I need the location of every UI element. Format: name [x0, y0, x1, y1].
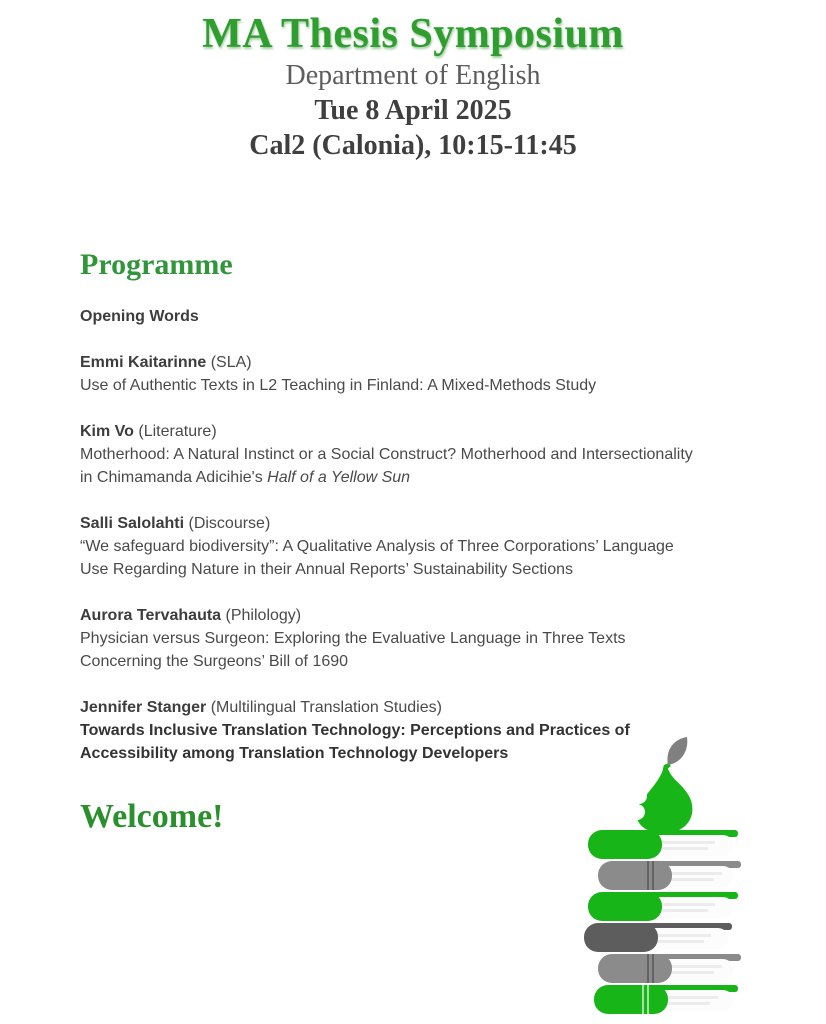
department-line: Department of English [285, 60, 541, 91]
session-item [80, 420, 702, 489]
speaker-line [80, 420, 702, 443]
date-line: Tue 8 April 2025 [314, 95, 512, 126]
welcome-heading: Welcome! [80, 798, 224, 835]
speaker-track: (SLA) [210, 354, 252, 371]
speaker-line [80, 604, 702, 627]
pear-bite [631, 788, 647, 804]
thesis-title [80, 443, 702, 489]
speaker-line [80, 512, 702, 535]
speaker-line [80, 696, 702, 719]
speaker-track: (Philology) [225, 607, 302, 624]
speaker-name: Jennifer Stanger [80, 699, 207, 716]
speaker-name: Emmi Kaitarinne [80, 354, 207, 371]
speaker-name: Aurora Tervahauta [80, 607, 222, 624]
book [588, 892, 738, 921]
book [598, 954, 741, 983]
thesis-title-text: “We safeguard biodiversity”: A Qualitative Analysis of Three Corporations’ Language Use Regarding Nature in their Annual Reports’ Sustainability Sections [80, 538, 674, 578]
thesis-title-text: Use of Authentic Texts in L2 Teaching in Finland: A Mixed-Methods Study [80, 377, 597, 394]
pear-bite [629, 804, 645, 820]
page-title: MA Thesis Symposium [202, 11, 624, 57]
thesis-title [80, 374, 702, 397]
book [594, 985, 738, 1014]
thesis-title [80, 627, 702, 673]
speaker-track: (Literature) [138, 423, 217, 440]
book [598, 861, 741, 890]
leaf-icon [667, 737, 687, 765]
session-item [80, 512, 702, 581]
thesis-title-text: Motherhood: A Natural Instinct or a Social Construct? Motherhood and Intersectionality in Chimamanda Adicihie's [80, 446, 693, 486]
speaker-name: Kim Vo [80, 423, 134, 440]
book [584, 923, 732, 952]
programme-heading: Programme [80, 248, 233, 281]
thesis-title-text: Towards Inclusive Translation Technology: Perceptions and Practices of Accessibility among Translation Technology Developers [80, 722, 630, 762]
book [588, 830, 738, 859]
speaker-line [80, 351, 702, 374]
poster-header [0, 0, 826, 163]
location-line: Cal2 (Calonia), 10:15-11:45 [249, 130, 577, 161]
thesis-title-text: Physician versus Surgeon: Exploring the Evaluative Language in Three Texts Concerning the Surgeons’ Bill of 1690 [80, 630, 626, 670]
speaker-track: (Discourse) [188, 515, 271, 532]
session-item [80, 604, 702, 673]
opening-words: Opening Words [80, 308, 199, 325]
session-item [80, 351, 702, 397]
pear-books-illustration [576, 735, 748, 1020]
speaker-track: (Multilingual Translation Studies) [210, 699, 442, 716]
thesis-title-italic: Half of a Yellow Sun [267, 469, 411, 486]
thesis-title [80, 535, 702, 581]
speaker-name: Salli Salolahti [80, 515, 185, 532]
